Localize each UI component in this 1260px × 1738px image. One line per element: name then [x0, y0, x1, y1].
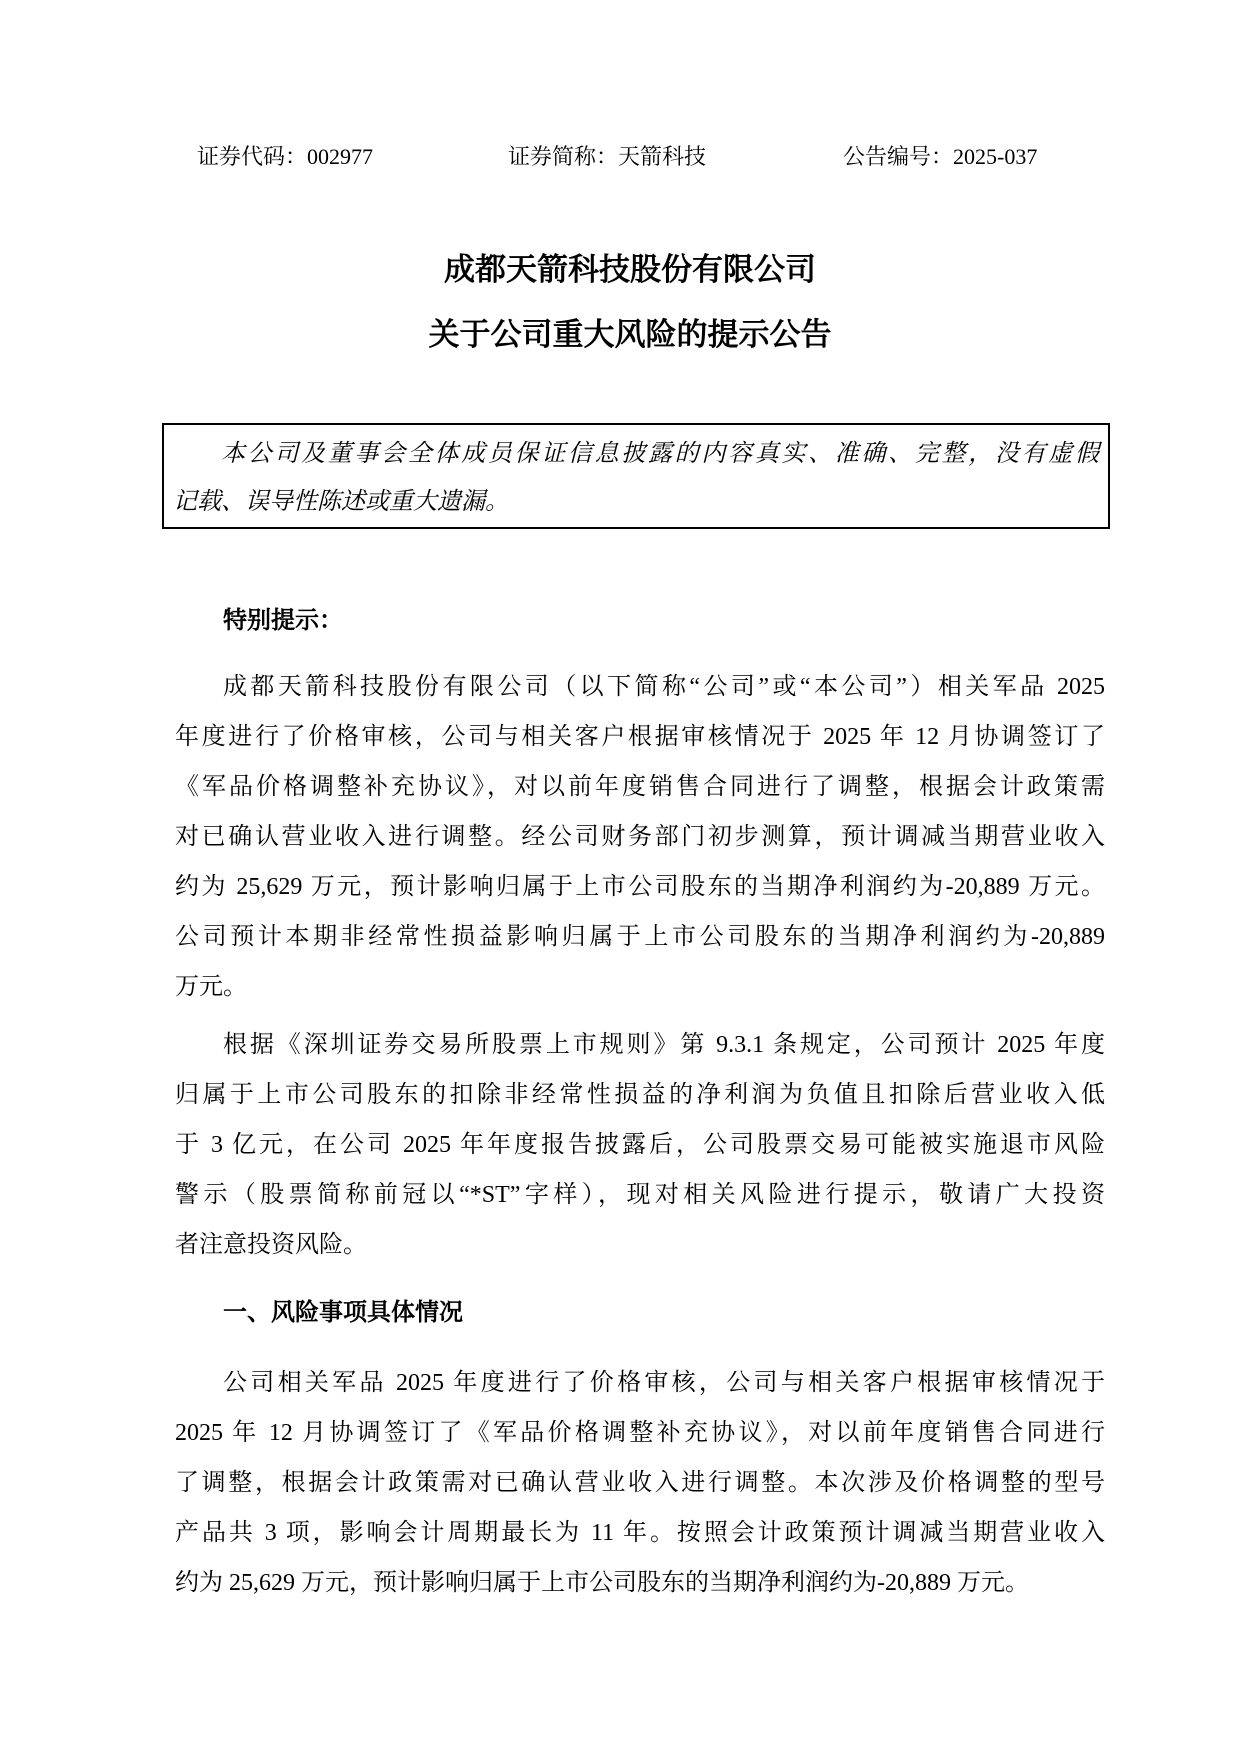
text-line: 对已确认营业收入进行调整。经公司财务部门初步测算，预计调减当期营业收入	[175, 824, 1105, 850]
text-line: 成都天箭科技股份有限公司（以下简称“公司”或“本公司”）相关军品 2025	[223, 674, 1105, 700]
text-line: 者注意投资风险。	[175, 1232, 367, 1258]
paragraph-special-hint-2	[175, 1020, 1105, 1270]
company-title: 成都天箭科技股份有限公司	[444, 252, 816, 287]
text-line: 警示（股票简称前冠以“*ST”字样），现对相关风险进行提示，敬请广大投资	[175, 1182, 1105, 1208]
announcement-title: 关于公司重大风险的提示公告	[428, 317, 832, 352]
text-line: 于 3 亿元，在公司 2025 年年度报告披露后，公司股票交易可能被实施退市风险	[175, 1132, 1105, 1158]
stock-abbr-label: 证券简称：天箭科技	[508, 144, 707, 169]
text-line: 根据《深圳证券交易所股票上市规则》第 9.3.1 条规定，公司预计 2025 年度	[223, 1032, 1105, 1058]
special-hint-heading: 特别提示：	[223, 608, 343, 634]
text-line: 约为 25,629 万元，预计影响归属于上市公司股东的当期净利润约为-20,889 万元。	[175, 874, 1105, 900]
text-line: 本公司及董事会全体成员保证信息披露的内容真实、准确、完整，没有虚假	[221, 441, 1099, 467]
text-line: 公司预计本期非经常性损益影响归属于上市公司股东的当期净利润约为-20,889	[175, 924, 1105, 950]
section-heading-risk-details: 一、风险事项具体情况	[223, 1300, 463, 1326]
text-line: 万元。	[175, 974, 247, 1000]
text-line: 记载、误导性陈述或重大遗漏。	[173, 489, 509, 515]
text-line: 产品共 3 项，影响会计周期最长为 11 年。按照会计政策预计调减当期营业收入	[175, 1520, 1105, 1546]
text-line: 约为 25,629 万元，预计影响归属于上市公司股东的当期净利润约为-20,889 万元。	[175, 1570, 1029, 1596]
document-header	[175, 140, 1105, 174]
stock-code-label: 证券代码：002977	[197, 144, 374, 169]
text-line: 了调整，根据会计政策需对已确认营业收入进行调整。本次涉及价格调整的型号	[175, 1470, 1105, 1496]
text-line: 《军品价格调整补充协议》，对以前年度销售合同进行了调整，根据会计政策需	[175, 774, 1105, 800]
text-line: 公司相关军品 2025 年度进行了价格审核，公司与相关客户根据审核情况于	[223, 1370, 1105, 1396]
text-line: 年度进行了价格审核，公司与相关客户根据审核情况于 2025 年 12 月协调签订了	[175, 724, 1105, 750]
text-line: 归属于上市公司股东的扣除非经常性损益的净利润为负值且扣除后营业收入低	[175, 1082, 1105, 1108]
announcement-number-label: 公告编号：2025-037	[843, 144, 1038, 169]
paragraph-risk-details	[175, 1358, 1105, 1608]
paragraph-special-hint-1	[175, 662, 1105, 1012]
disclaimer-box	[162, 423, 1110, 529]
text-line: 2025 年 12 月协调签订了《军品价格调整补充协议》，对以前年度销售合同进行	[175, 1420, 1105, 1446]
